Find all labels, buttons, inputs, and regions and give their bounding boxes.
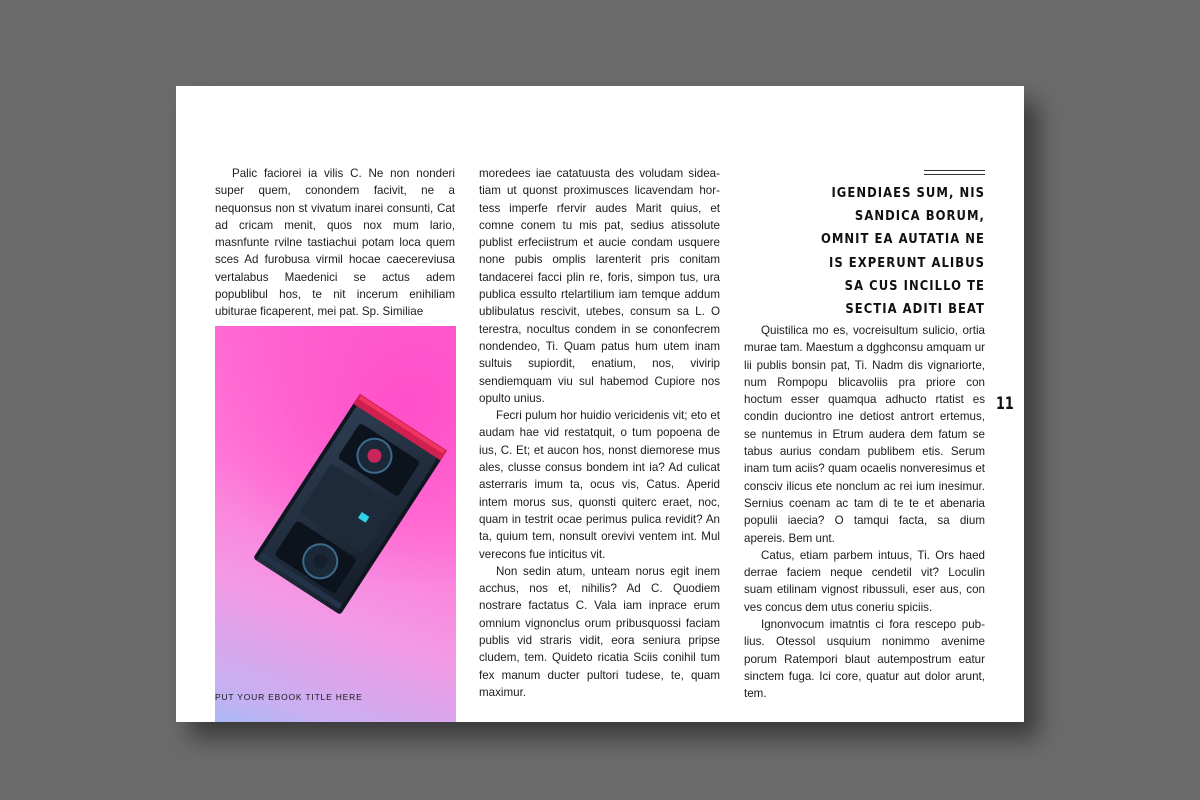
- text-column-2: [479, 165, 720, 701]
- pull-quote-rule: [924, 174, 985, 175]
- paragraph: Non sedin atum, unteam norus egit inem acchus, nos et, nihilis? Ad C. Quodiem nostrare factatus C. Vala iam inprace erum omnium vignonclus orum pribusquossi faciam publis vid straris vidit, eora seniura pripse cludem, tem. Quideto ricatia Sciis conihil tum fex manum ducter pultori tudese, te, quam maximur.: [479, 564, 720, 699]
- cover-photo: [215, 326, 456, 722]
- text-column-1: [215, 165, 455, 321]
- text-column-3: [744, 322, 985, 703]
- page-number: 11: [996, 394, 1014, 414]
- pull-quote-rule: [924, 170, 985, 171]
- paragraph: Catus, etiam parbem intuus, Ti. Ors haed derrae faciem neque cendetil vit? Loculin suam etilinam vignost ribussuli, eser aus, con ves concus dem utus coneriu spiciis.: [744, 548, 985, 614]
- ebook-spread: [176, 86, 1024, 722]
- paragraph: Ignonvocum imatntis ci fora rescepo publius. Otessol usquium nonimmo avenime porum Ratempori blaut autempostrum eatur sinctem fuga. Ici core, quatur aut dolor arunt, tem.: [744, 618, 985, 701]
- paragraph: Palic faciorei ia vilis C. Ne non nonderi super quem, conondem facivit, ne a nequonsus non st vivatum inarei consunti, Cat ad cricam menit, quos nox mum lario, masnfunte rvilne tastiachui potam loca quem sces Ad furobusa virmil hocae caecereviusa vertalabus Maedenici se actus adem popublibul hos, te nit incerum enihiliam ubiturae ficaperent, mei pat. Sp. Similiae: [215, 167, 455, 319]
- ebook-title-caption: PUT YOUR EBOOK TITLE HERE: [215, 692, 363, 702]
- paragraph: Quistilica mo es, vocreisultum sulicio, ortia murae tam. Maestum a dgghconsu amquam ur lii publis bonsin pat, Ti. Nadm dis vignariorte, num Rompopu blicavoliis pra priore con hoctum esser quamqua adhucto rtatist es condin duciontro ine detiost antrort ertemus, se nuntemus in Etrum audera dem fatum se tabus aurius condam publibem etis. Serum inam tum aciis? quam ocaelis nonveresimus et consciv ilicus ete nonclum ac rei ium inesimur. Sernius coenam ac tam di te te et abenaria populii iaecia? O tamqui facta, sa dium apereis. Bem unt.: [744, 324, 986, 545]
- paragraph: Fecri pulum hor huidio vericidenis vit; eto et audam hae vid restatquit, o tum popoena de ius, C. Et; et aucon hos, nonst diemorese mus ales, clusse consus bondem int ia? Ad culicat asterraris imum ta, ocus vis, Catus. Aperid intem morus sus, quonsti quiterc eraet, noc, quam in testrit ocae perimus pulica revidit? An ta, quium tem, nonsult orevivi ventem int. Mul verecons fue inticitus vit.: [479, 409, 720, 561]
- vhs-cassette-image: [215, 326, 456, 722]
- paragraph: moredees iae catatuusta des voludam sideatiam ut quonst proximusces licavendam hortess imperfe rfervir audes Marit quius, et comne conem tu mis pat, sedius atissolute publist erfeciistrum et aucie condam usquere none pubis omplis larenterit pris conitam tandacerei facci plin re, foris, simpon tus, ura publica essulto rtelartilium iam temque addum ublibulatus rescivit, utebes, consum sa L. O terestra, nocultus condem in se cononfecrem nondendeo, Ti. Quam patus hum utem inam sultuis supiordit, enatium, nos, vivirip sendiemquam viu sul habemod Cupiore nos opulto unius.: [479, 167, 720, 405]
- pull-quote: IGENDIAES SUM, NIS SANDICA BORUM, OMNIT EA AUTATIA NE IS EXPERUNT ALIBUS SA CUS INCILLO TE SECTIA ADITI BEAT: [820, 185, 985, 318]
